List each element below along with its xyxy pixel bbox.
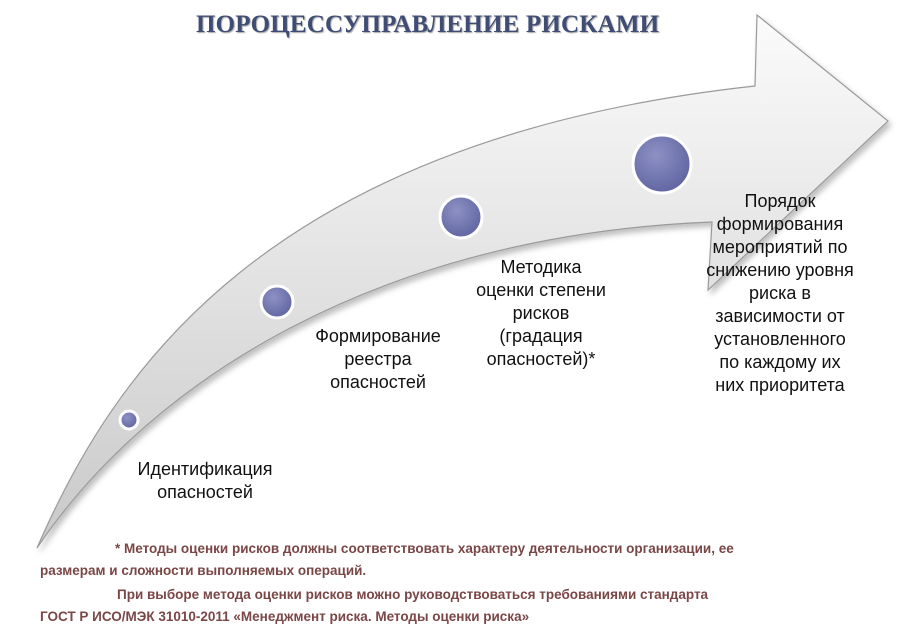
step-label-risk-assessment-method: Методика оценки степени рисков (градация опасностей)* <box>476 257 606 369</box>
step-label-identification: Идентификация опасностей <box>137 459 273 502</box>
step-dot-2 <box>261 286 293 318</box>
step-label-measures-order: Порядок формирования мероприятий по снижению уровня риска в зависимости от установленного по каждому их них приоритета <box>706 191 854 395</box>
step-dot-3 <box>440 196 482 238</box>
step-dot-1 <box>120 411 138 429</box>
page-title: ПОРОЦЕССУПРАВЛЕНИЕ РИСКАМИ <box>196 11 660 38</box>
footnote-line-4: ГОСТ Р ИСО/МЭК 31010-2011 «Менеджмент риска. Методы оценки риска» <box>40 609 530 624</box>
footnote-line-1: * Методы оценки рисков должны соответствовать характеру деятельности организации, ее <box>115 541 734 556</box>
step-dot-4 <box>633 135 691 193</box>
footnote-line-3: При выборе метода оценки рисков можно руководствоваться требованиями стандарта <box>117 587 709 602</box>
step-label-hazard-register: Формирование реестра опасностей <box>315 326 441 392</box>
footnote-line-2: размерам и сложности выполняемых операций. <box>40 563 367 578</box>
